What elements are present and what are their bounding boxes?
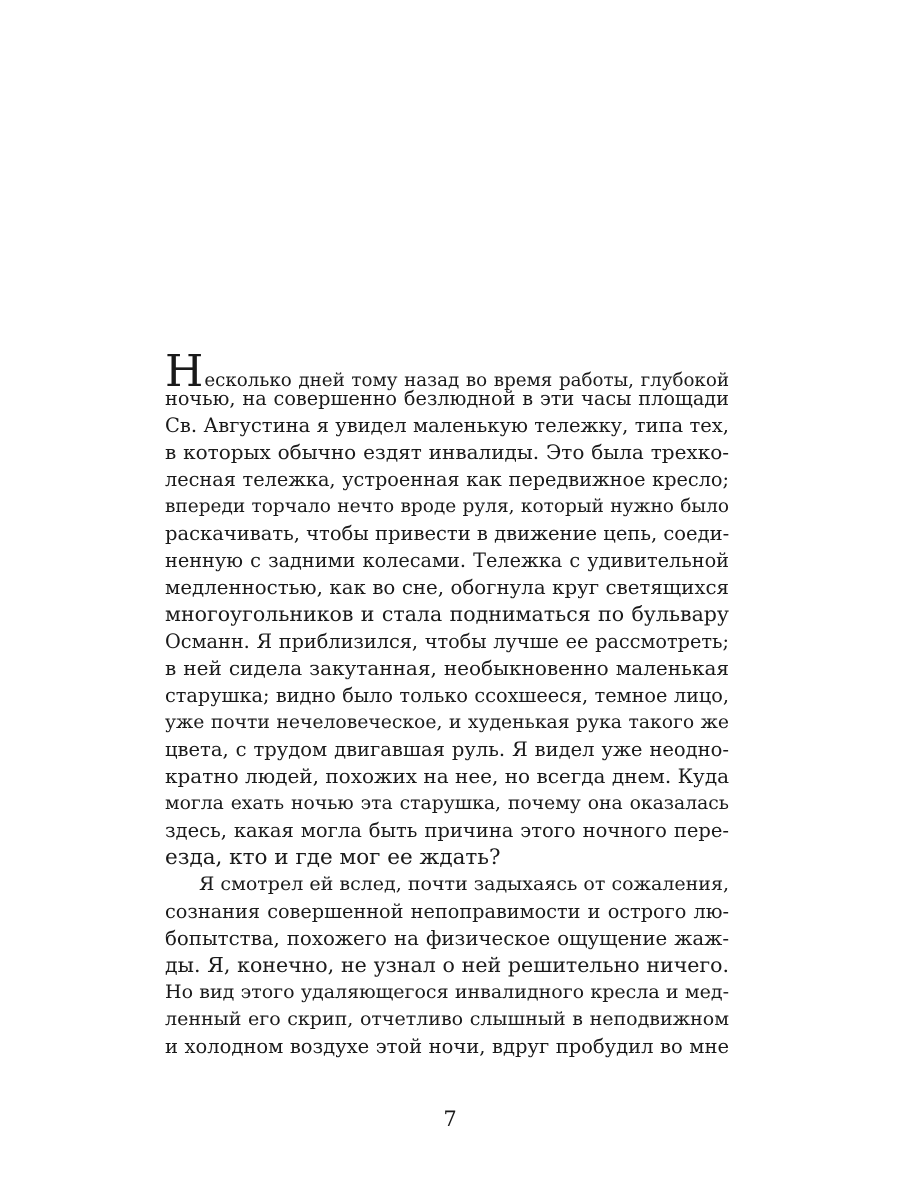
text-line: старушка; видно было только ссохшееся, темное лицо, bbox=[165, 684, 729, 707]
text-line: Османн. Я приблизился, чтобы лучше ее рассмотреть; bbox=[165, 630, 729, 653]
text-line: уже почти нечеловеческое, и худенькая рука такого же bbox=[165, 712, 729, 733]
paragraph-1 bbox=[165, 346, 730, 871]
text-line bbox=[165, 346, 729, 397]
body-text bbox=[165, 346, 730, 1060]
text-line: в ней сидела закутанная, необыкновенно маленькая bbox=[165, 656, 729, 680]
text-line: ленный его скрип, отчетливо слышный в неподвижном bbox=[165, 1008, 729, 1030]
text-line: ночью, на совершенно безлюдной в эти часы площади bbox=[165, 387, 729, 410]
text-line: здесь, какая могла быть причина этого ночного пере- bbox=[165, 819, 729, 842]
text-line: сознания совершенной непоправимости и острого лю- bbox=[165, 900, 729, 923]
text-line: Я смотрел ей вслед, почти задыхаясь от сожаления, bbox=[199, 873, 729, 895]
text-line: цвета, с трудом двигавшая руль. Я видел уже неодно- bbox=[165, 738, 729, 761]
text-line: раскачивать, чтобы привести в движение цепь, соеди- bbox=[165, 522, 730, 545]
text-line: впереди торчало нечто вроде руля, который нужно было bbox=[165, 496, 729, 517]
text-line: ды. Я, конечно, не узнал о ней решительно ничего. bbox=[165, 953, 729, 977]
text-line: могла ехать ночью эта старушка, почему она оказалась bbox=[165, 793, 729, 814]
text-line: езда, кто и где мог ее ждать? bbox=[165, 845, 501, 870]
drop-cap: Н bbox=[165, 346, 204, 397]
text-line: лесная тележка, устроенная как передвижное кресло; bbox=[165, 468, 729, 491]
text-line: Св. Августина я увидел маленькую тележку, типа тех, bbox=[165, 414, 729, 437]
text-line: бопытства, похожего на физическое ощущение жаж- bbox=[165, 927, 729, 950]
text-line-content: есколько дней тому назад во время работы, глубокой bbox=[204, 370, 729, 391]
paragraph-2 bbox=[165, 871, 729, 1060]
page-number: 7 bbox=[443, 1107, 457, 1131]
text-line: медленностью, как во сне, обогнула круг светящихся bbox=[165, 576, 729, 599]
text-line: Но вид этого удаляющегося инвалидного кресла и мед- bbox=[165, 981, 729, 1003]
text-line: ненную с задними колесами. Тележка с удивительной bbox=[165, 549, 729, 572]
text-line: и холодном воздухе этой ночи, вдруг пробудил во мне bbox=[165, 1035, 729, 1058]
text-line: многоугольников и стала подниматься по бульвару bbox=[165, 602, 729, 626]
text-line: в которых обычно ездят инвалиды. Это была трехко- bbox=[165, 440, 729, 464]
text-line: кратно людей, похожих на нее, но всегда днем. Куда bbox=[165, 764, 730, 788]
